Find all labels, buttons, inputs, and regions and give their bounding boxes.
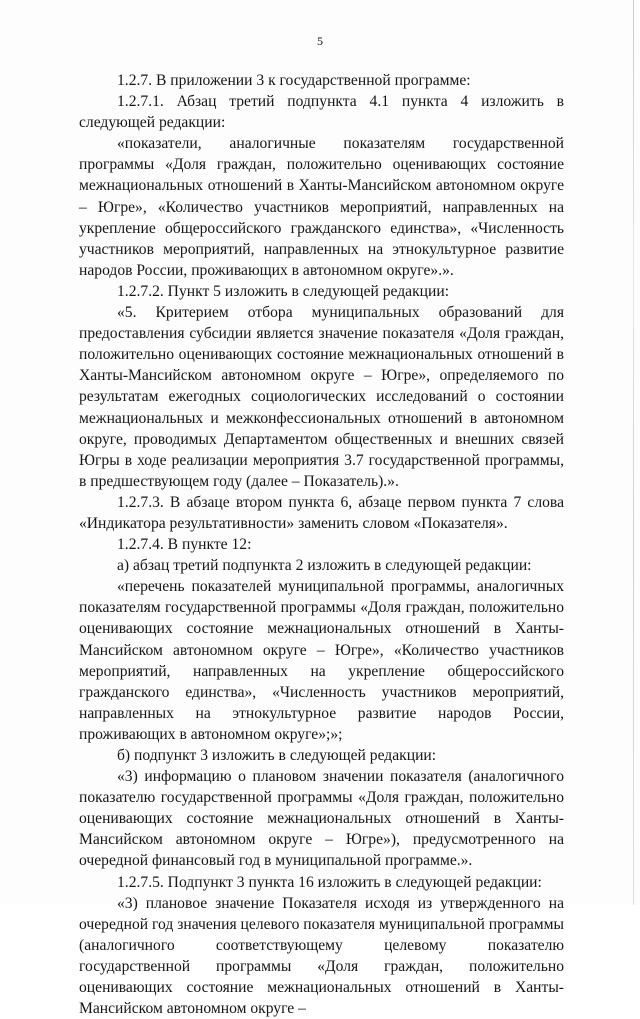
paragraph: «перечень показателей муниципальной программы, аналогичных показателям государственной программы «Доля граждан, положительно оценивающих состояние межнациональных отношений в Ханты-Мансийском автономном округе – Югре», «Количество участников мероприятий, направленных на укрепление общероссийского гражданского единства», «Численность участников мероприятий, направленных на этнокультурное развитие народов России, проживающих в автономном округе»;»; <box>79 578 564 743</box>
scan-edge <box>633 0 634 905</box>
paragraph: 1.2.7.4. В пункте 12: <box>117 536 252 554</box>
page-number: 5 <box>317 34 323 48</box>
paragraph: 1.2.7.5. Подпункт 3 пункта 16 изложить в следующей редакции: <box>117 873 542 891</box>
paragraph: «3) плановое значение Показателя исходя из утвержденного на очередной год значения целевого показателя муниципальной программы (аналогичного соответствующему целевому показателю государственной программы «Доля граждан, положительно оценивающих состояние межнациональных отношений в Ханты-Мансийском автономном округе – <box>79 894 564 1018</box>
paragraph: «3) информацию о плановом значении показателя (аналогичного показателю государственной программы «Доля граждан, положительно оценивающих состояние межнациональных отношений в Ханты-Мансийском автономном округе – Югре»), предусмотренного на очередной финансовый год в муниципальной программе.». <box>79 768 564 870</box>
paragraph: 1.2.7.3. В абзаце втором пункта 6, абзаце первом пункта 7 слова «Индикатора результативности» заменить словом «Показателя». <box>79 493 564 532</box>
paragraph: б) подпункт 3 изложить в следующей редакции: <box>117 747 437 764</box>
paragraph: 1.2.7.2. Пункт 5 изложить в следующей редакции: <box>117 282 450 300</box>
paragraph: «показатели, аналогичные показателям государственной программы «Доля граждан, положительно оценивающих состояние межнациональных отношений в Ханты-Мансийском автономном округе – Югре», «Количество участников мероприятий, направленных на укрепление общероссийского гражданского единства», «Численность участников мероприятий, направленных на этнокультурное развитие народов России, проживающих в автономном округе».». <box>79 135 564 279</box>
paragraph: 1.2.7. В приложении 3 к государственной программе: <box>117 72 471 89</box>
paragraph: а) абзац третий подпункта 2 изложить в следующей редакции: <box>117 557 532 575</box>
paragraph: «5. Критерием отбора муниципальных образований для предоставления субсидии является значение показателя «Доля граждан, положительно оценивающих состояние межнациональных отношений в Ханты-Мансийском автономном округе – Югре», определяемого по результатам ежегодных социологических исследований о состоянии межнациональных и межконфессиональных отношений в автономном округе, проводимых Департаментом общественных и внешних связей Югры в ходе реализации мероприятия 3.7 государственной программы, в предшествующем году (далее – Показатель).». <box>79 304 564 490</box>
paragraph: 1.2.7.1. Абзац третий подпункта 4.1 пункта 4 изложить в следующей редакции: <box>79 93 564 132</box>
document-body <box>79 70 564 1019</box>
